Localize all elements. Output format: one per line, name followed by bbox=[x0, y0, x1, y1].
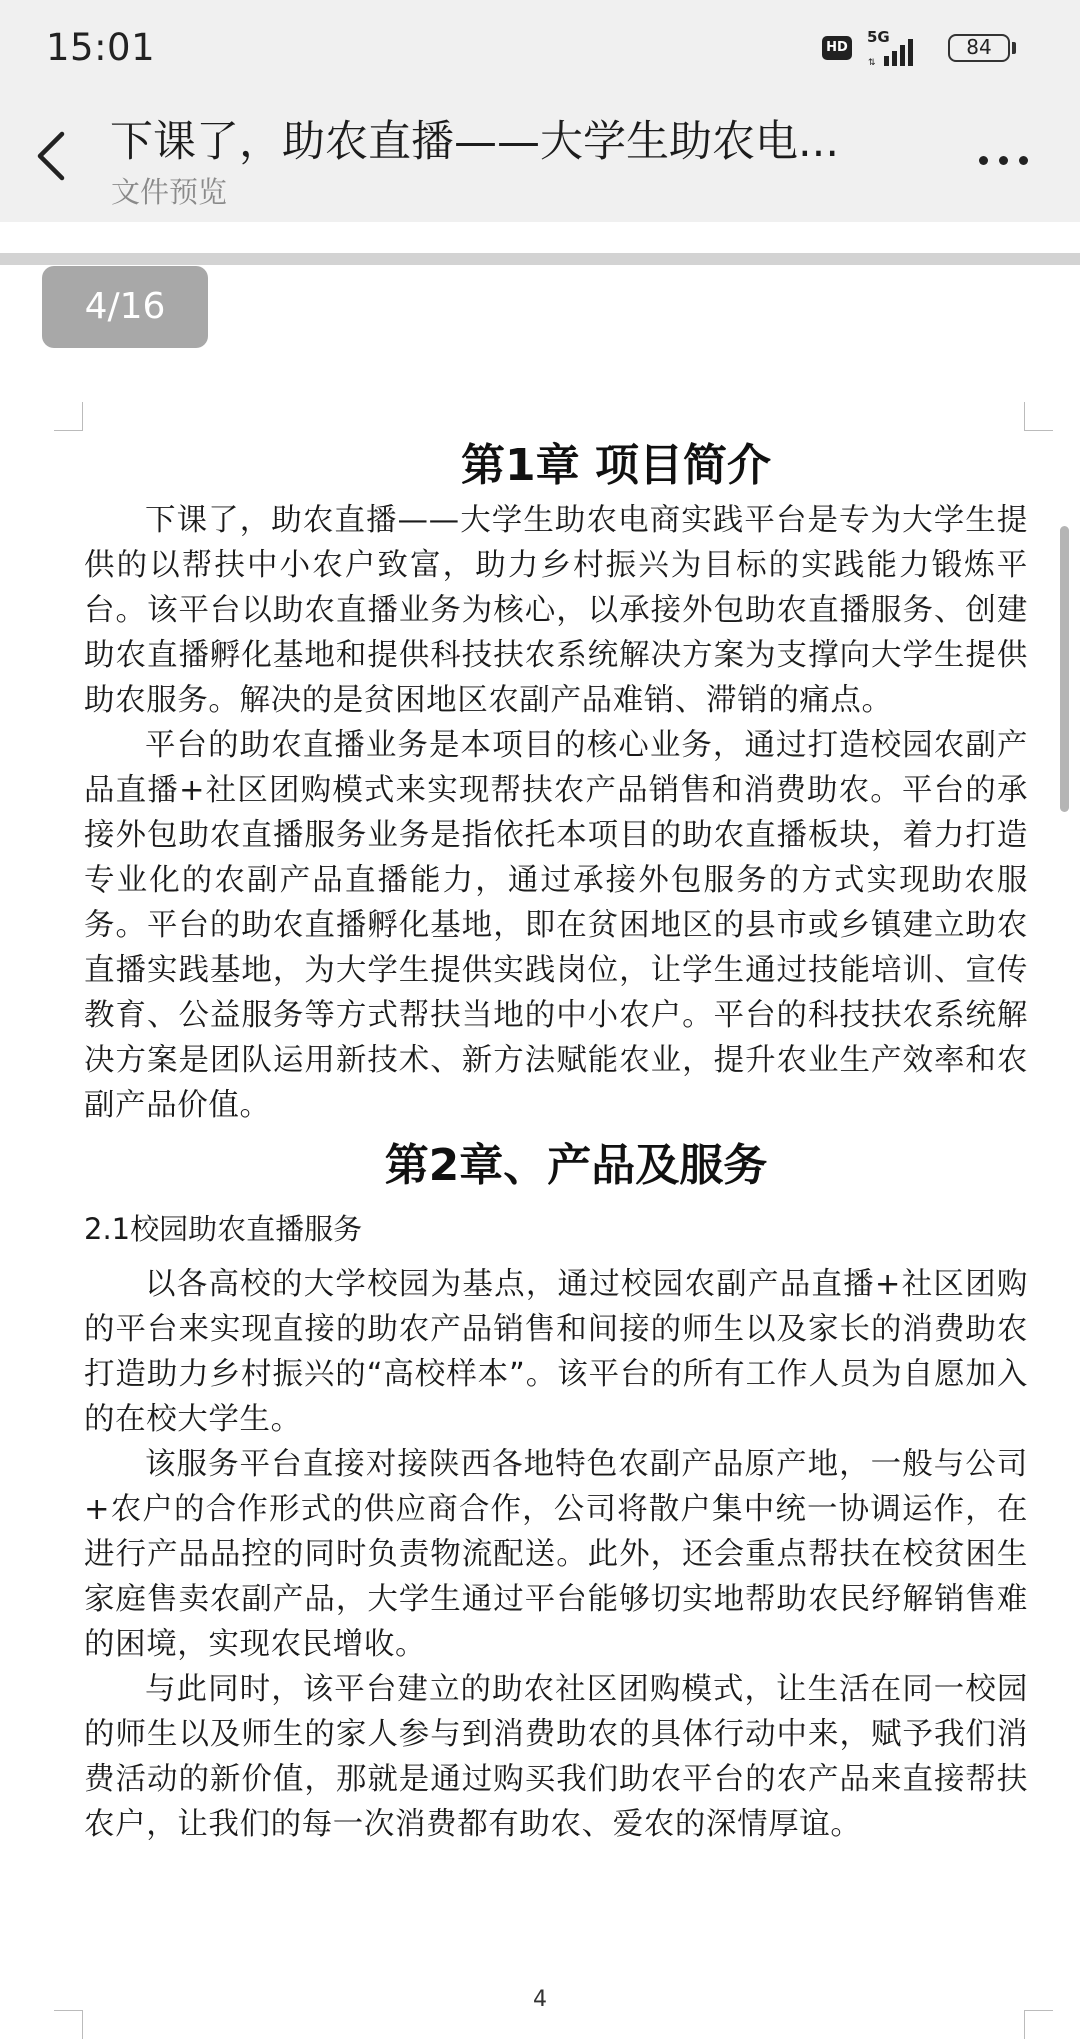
scrollbar[interactable] bbox=[1060, 526, 1069, 812]
more-dot bbox=[979, 156, 988, 165]
page-corner-mark bbox=[54, 2010, 83, 2039]
hd-badge: HD bbox=[822, 36, 852, 60]
paragraph: 下课了，助农直播——大学生助农电商实践平台是专为大学生提供的以帮扶中小农户致富，助力乡村振兴为目标的实践能力锻炼平台。该平台以助农直播业务为核心，以承接外包助农直播服务、创建助农直播孵化基地和提供科技扶农系统解决方案为支撑向大学生提供助农服务。解决的是贫困地区农副产品难销、滞销的痛点。 bbox=[84, 503, 1028, 718]
paragraph: 平台的助农直播业务是本项目的核心业务，通过打造校园农副产品直播+社区团购模式来实现帮扶农产品销售和消费助农。平台的承接外包助农直播服务业务是指依托本项目的助农直播板块，着力打造专业化的农副产品直播能力，通过承接外包服务的方式实现助农服务。平台的助农直播孵化基地，即在贫困地区的县市或乡镇建立助农直播实践基地，为大学生提供实践岗位，让学生通过技能培训、宣传教育、公益服务等方式帮扶当地的中小农户。平台的科技扶农系统解决方案是团队运用新技术、新方法赋能农业，提升农业生产效率和农副产品价值。 bbox=[84, 728, 1028, 1123]
battery-tip bbox=[1012, 42, 1016, 54]
divider-bar bbox=[0, 253, 1080, 265]
more-dot bbox=[1019, 156, 1028, 165]
section-heading: 2.1校园助农直播服务 bbox=[84, 1212, 363, 1246]
status-time: 15:01 bbox=[46, 26, 156, 69]
document-subtitle: 文件预览 bbox=[111, 175, 228, 209]
document-title: 下课了，助农直播——大学生助农电... bbox=[110, 117, 840, 167]
more-dot bbox=[999, 156, 1008, 165]
chapter-2-title: 第2章、产品及服务 bbox=[384, 1140, 768, 1191]
page-corner-mark bbox=[1024, 2010, 1053, 2039]
svg-text:⇅: ⇅ bbox=[868, 58, 876, 68]
signal-icon bbox=[864, 32, 954, 68]
battery-icon: 84 bbox=[948, 34, 1010, 62]
paragraph: 该服务平台直接对接陕西各地特色农副产品原产地，一般与公司+农户的合作形式的供应商合作，公司将散户集中统一协调运作，在进行产品品控的同时负责物流配送。此外，还会重点帮扶在校贫困生家庭售卖农副产品，大学生通过平台能够切实地帮助农民纾解销售难的困境，实现农民增收。 bbox=[84, 1447, 1028, 1662]
document-page bbox=[84, 434, 1028, 1847]
chapter-1-title: 第1章 项目简介 bbox=[461, 440, 771, 491]
page-corner-mark bbox=[1024, 402, 1053, 431]
page-corner-mark bbox=[54, 402, 83, 431]
network-label: 5G bbox=[867, 28, 890, 46]
top-bar bbox=[0, 0, 1080, 222]
page-indicator: 4/16 bbox=[42, 266, 208, 348]
paragraph: 以各高校的大学校园为基点，通过校园农副产品直播+社区团购的平台来实现直接的助农产品销售和间接的师生以及家长的消费助农打造助力乡村振兴的“高校样本”。该平台的所有工作人员为自愿加入的在校大学生。 bbox=[84, 1267, 1028, 1437]
more-options-button[interactable] bbox=[975, 150, 1035, 170]
back-button[interactable] bbox=[30, 128, 74, 184]
status-icons bbox=[820, 30, 1060, 70]
page-number: 4 bbox=[533, 1987, 547, 2012]
paragraph: 与此同时，该平台建立的助农社区团购模式，让生活在同一校园的师生以及师生的家人参与到消费助农的具体行动中来，赋予我们消费活动的新价值，那就是通过购买我们助农平台的农产品来直接帮扶农户，让我们的每一次消费都有助农、爱农的深情厚谊。 bbox=[84, 1672, 1028, 1842]
